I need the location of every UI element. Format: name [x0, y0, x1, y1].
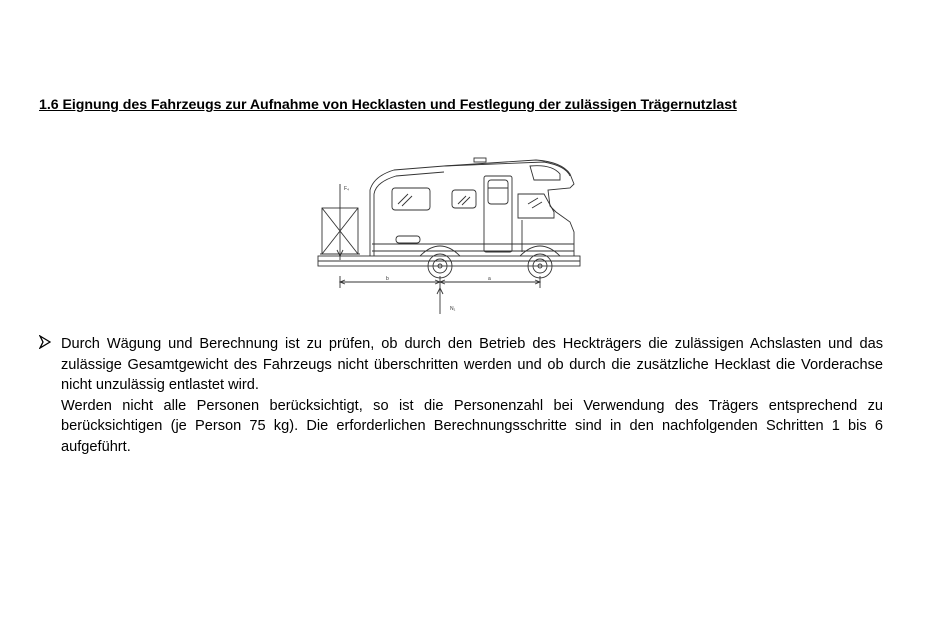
arrowhead-bullet-icon [39, 335, 53, 351]
dimension-b-label: b [386, 276, 389, 282]
axle-load-arrow [437, 288, 443, 314]
bullet-paragraph-2: Werden nicht alle Personen berücksichtigt, so ist die Personenzahl bei Verwendung des Trägers entsprechend zu berücksichtigen (je Person 75 kg). Die erforderlichen Berechnungsschritte sind in den nachfolgenden Schritten 1 bis 6 aufgeführt. [61, 397, 883, 455]
section-heading: 1.6 Eignung des Fahrzeugs zur Aufnahme von Hecklasten und Festlegung der zulässigen Trägernutzlast [39, 97, 737, 113]
dimension-line [340, 276, 540, 288]
bullet-paragraph-1: Durch Wägung und Berechnung ist zu prüfen, ob durch den Betrieb des Heckträgers die zulässigen Achslasten und das zulässige Gesamtgewicht des Fahrzeugs nicht überschritten werden und ob durch die zusätzliche Hecklast die Vorderachse nicht unzulässig entlastet wird. [61, 336, 883, 393]
motorhome-body [370, 158, 574, 256]
axle-load-label: N₁ [450, 306, 456, 312]
load-force-arrow [337, 184, 343, 256]
force-label: F₄ [344, 186, 350, 192]
bullet-item [39, 334, 883, 457]
dimension-a-label: a [488, 276, 491, 282]
motorhome-rear-carrier-diagram [312, 148, 592, 320]
